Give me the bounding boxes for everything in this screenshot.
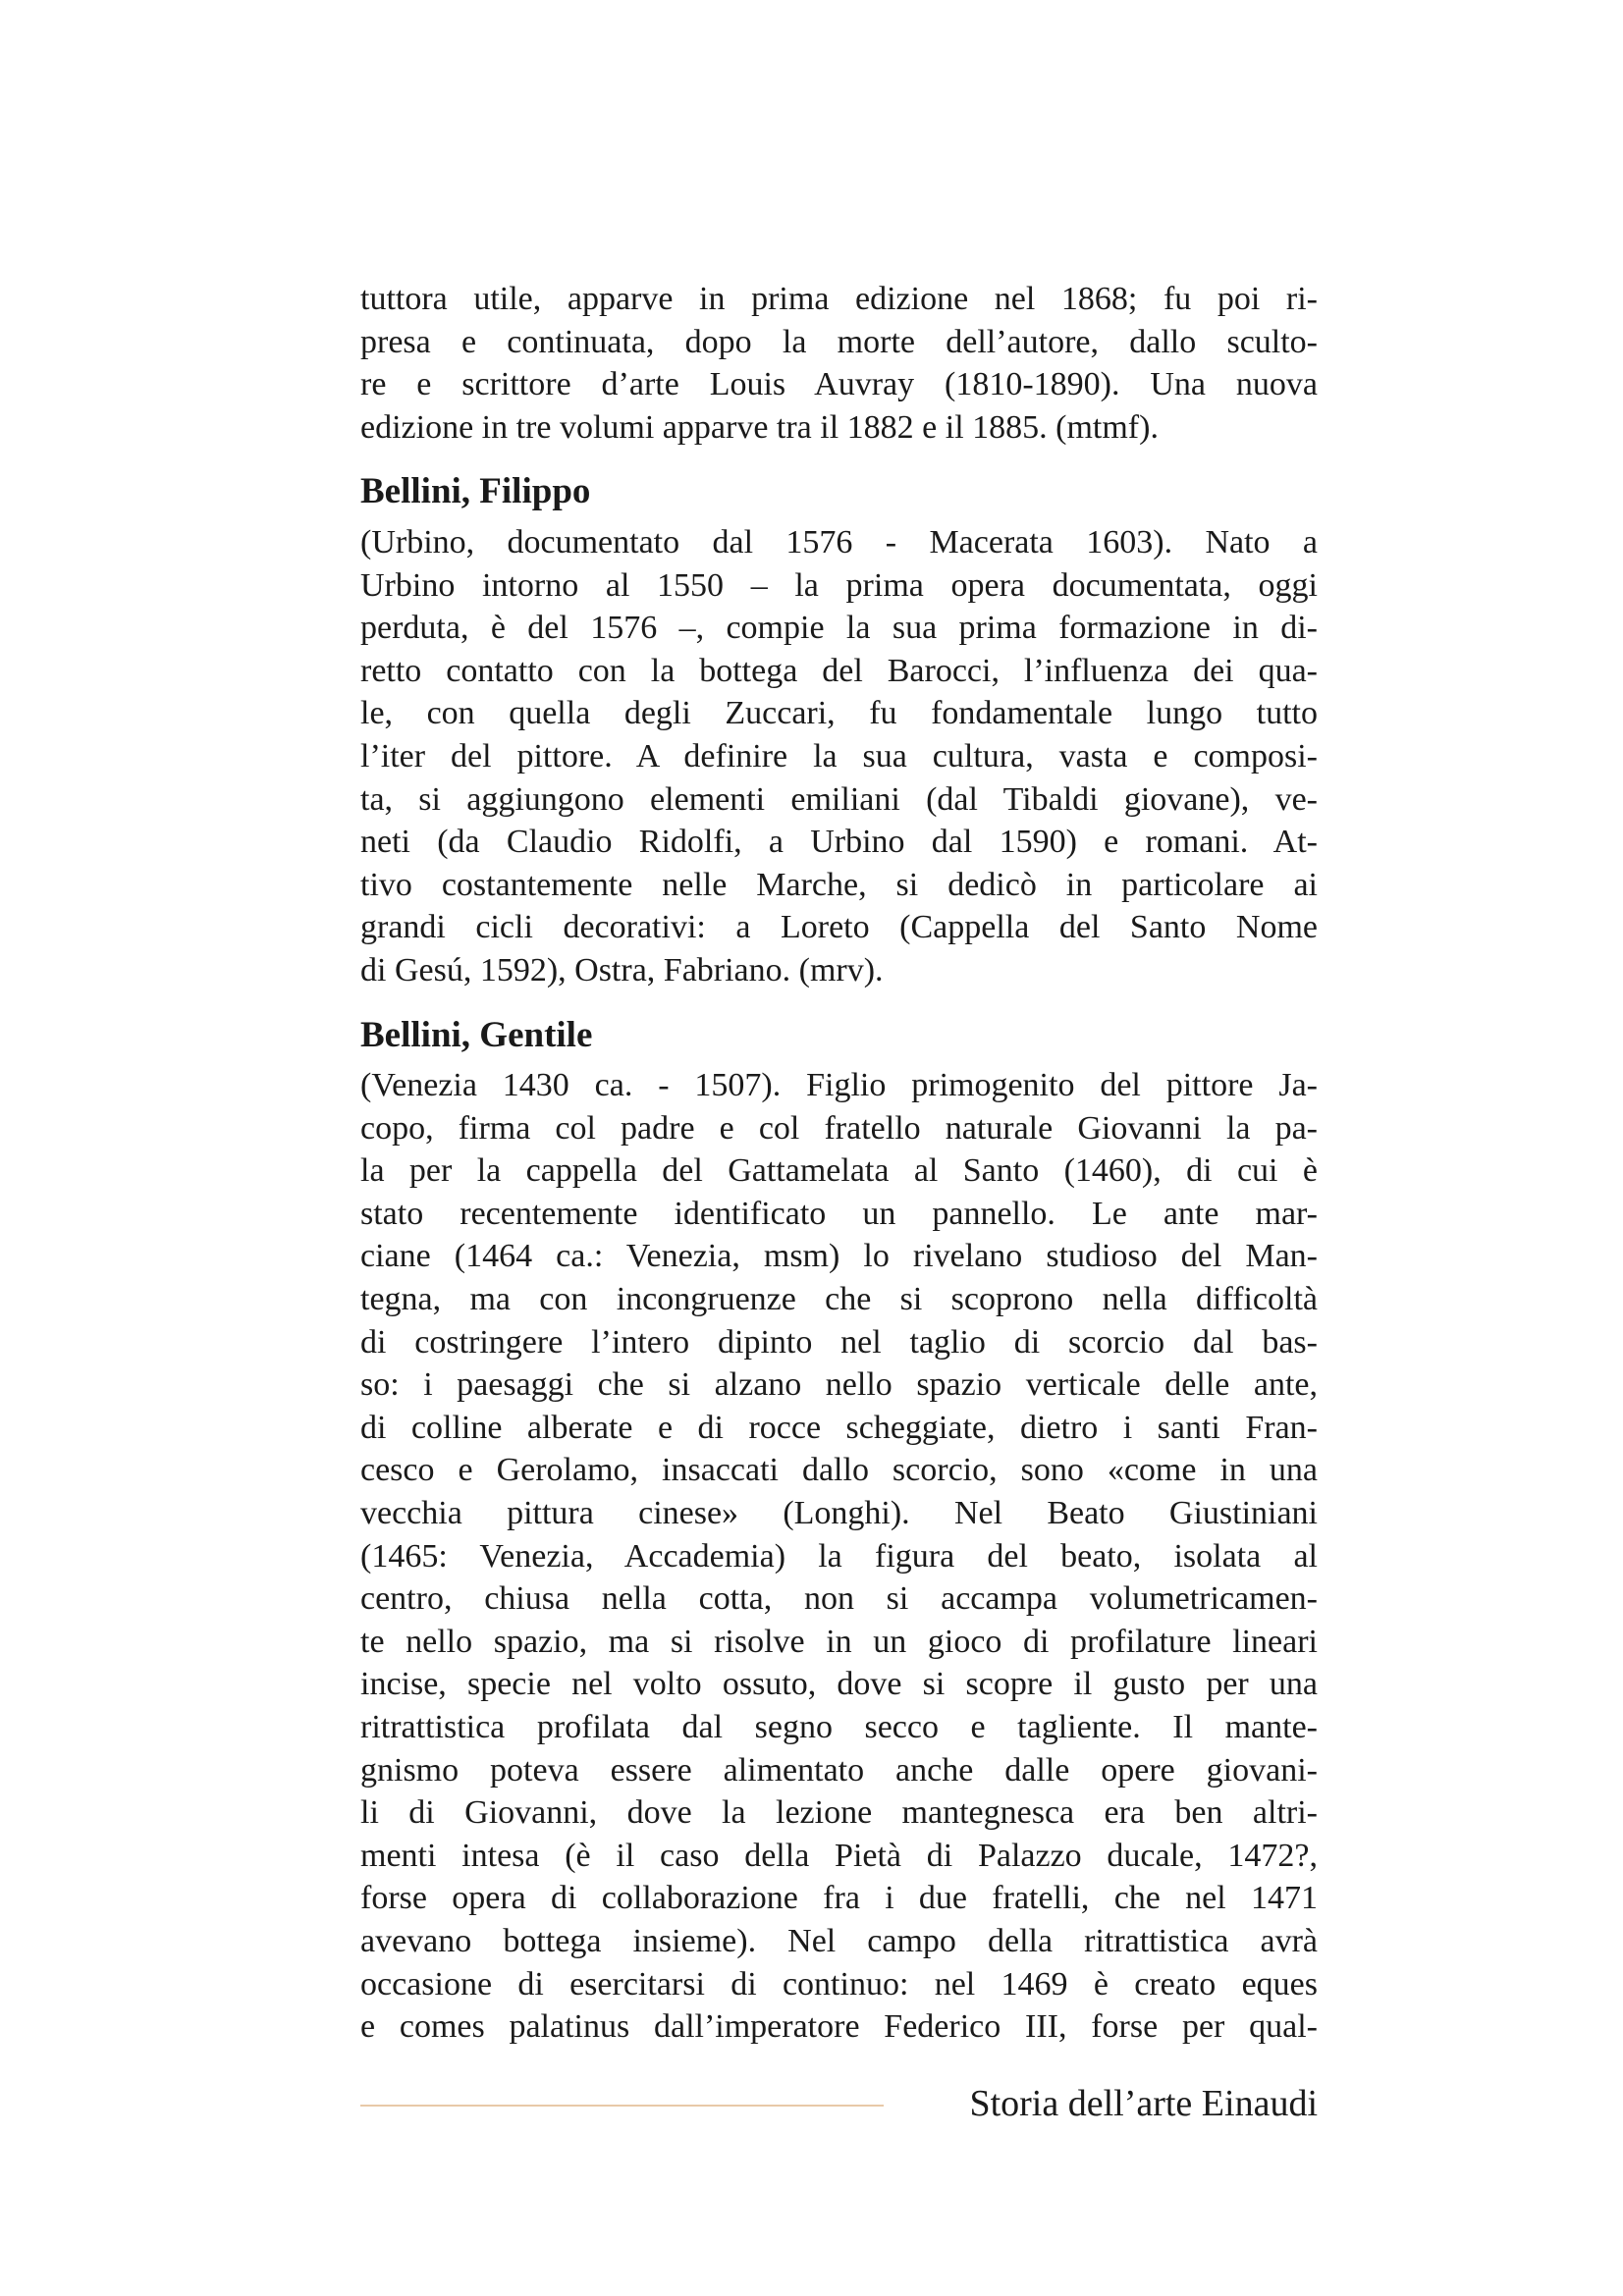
text-line: neti (da Claudio Ridolfi, a Urbino dal 1590) e romani. At- xyxy=(360,824,1318,861)
text-line: gnismo poteva essere alimentato anche dalle opere giovani- xyxy=(360,1751,1318,1789)
text-line: tivo costantemente nelle Marche, si dedicò in particolare ai xyxy=(360,866,1318,903)
text-line: copo, firma col padre e col fratello naturale Giovanni la pa- xyxy=(360,1109,1318,1147)
text-line: le, con quella degli Zuccari, fu fondamentale lungo tutto xyxy=(360,695,1318,732)
text-line: perduta, è del 1576 –, compie la sua prima formazione in di- xyxy=(360,610,1318,647)
footer-divider xyxy=(360,2105,884,2107)
entry-heading: Bellini, Filippo xyxy=(360,471,591,512)
text-line: Urbino intorno al 1550 – la prima opera documentata, oggi xyxy=(360,566,1318,604)
text-line: ritrattistica profilata dal segno secco e tagliente. Il mante- xyxy=(360,1709,1318,1745)
text-line: l’iter del pittore. A definire la sua cultura, vasta e composi- xyxy=(360,737,1318,774)
text-line: cesco e Gerolamo, insaccati dallo scorcio, sono «come in una xyxy=(360,1452,1318,1489)
text-line: la per la cappella del Gattamelata al Santo (1460), di cui è xyxy=(360,1152,1318,1190)
text-line: ta, si aggiungono elementi emiliani (dal Tibaldi giovane), ve- xyxy=(360,780,1318,818)
text-line: di colline alberate e di rocce scheggiate, dietro i santi Fran- xyxy=(360,1409,1318,1446)
text-line: di costringere l’intero dipinto nel taglio di scorcio dal bas- xyxy=(360,1323,1318,1361)
paragraph xyxy=(360,278,1318,449)
text-line: occasione di esercitarsi di continuo: nel 1469 è creato eques xyxy=(360,1965,1318,2002)
text-line: re e scrittore d’arte Louis Auvray (1810-1890). Una nuova xyxy=(360,366,1318,403)
text-line: (Urbino, documentato dal 1576 - Macerata 1603). Nato a xyxy=(360,523,1318,561)
text-line: presa e continuata, dopo la morte dell’autore, dallo sculto- xyxy=(360,323,1318,360)
paragraph xyxy=(360,521,1318,992)
paragraph xyxy=(360,1064,1318,2049)
footer-title: Storia dell’arte Einaudi xyxy=(969,2083,1318,2124)
text-line: (1465: Venezia, Accademia) la figura del beato, isolata al xyxy=(360,1537,1318,1575)
text-line: so: i paesaggi che si alzano nello spazio verticale delle ante, xyxy=(360,1366,1318,1404)
text-line: tuttora utile, apparve in prima edizione nel 1868; fu poi ri- xyxy=(360,281,1318,317)
text-line: e comes palatinus dall’imperatore Federico III, forse per qual- xyxy=(360,2008,1318,2046)
text-line: li di Giovanni, dove la lezione mantegnesca era ben altri- xyxy=(360,1794,1318,1832)
page-footer xyxy=(360,2079,1318,2128)
text-line: retto contatto con la bottega del Barocci, l’influenza dei qua- xyxy=(360,652,1318,689)
intro-paragraph xyxy=(360,278,1318,449)
text-line: di Gesú, 1592), Ostra, Fabriano. (mrv). xyxy=(360,951,884,988)
text-line: forse opera di collaborazione fra i due fratelli, che nel 1471 xyxy=(360,1880,1318,1917)
text-line: avevano bottega insieme). Nel campo della ritrattistica avrà xyxy=(360,1922,1318,1959)
text-line: grandi cicli decorativi: a Loreto (Cappella del Santo Nome xyxy=(360,909,1318,946)
page-body xyxy=(360,278,1318,2049)
text-line: stato recentemente identificato un pannello. Le ante mar- xyxy=(360,1195,1318,1232)
entry-bellini-gentile xyxy=(360,1014,1318,2049)
text-line: incise, specie nel volto ossuto, dove si scopre il gusto per una xyxy=(360,1666,1318,1703)
entry-bellini-filippo xyxy=(360,470,1318,991)
entry-heading: Bellini, Gentile xyxy=(360,1014,593,1055)
text-line: edizione in tre volumi apparve tra il 1882 e il 1885. (mtmf). xyxy=(360,408,1159,446)
text-line: centro, chiusa nella cotta, non si accampa volumetricamen- xyxy=(360,1580,1318,1618)
text-line: ciane (1464 ca.: Venezia, msm) lo rivelano studioso del Man- xyxy=(360,1238,1318,1275)
text-line: menti intesa (è il caso della Pietà di Palazzo ducale, 1472?, xyxy=(360,1837,1318,1874)
text-line: te nello spazio, ma si risolve in un gioco di profilature lineari xyxy=(360,1623,1318,1660)
text-line: tegna, ma con incongruenze che si scoprono nella difficoltà xyxy=(360,1281,1318,1318)
text-line: vecchia pittura cinese» (Longhi). Nel Beato Giustiniani xyxy=(360,1495,1318,1532)
text-line: (Venezia 1430 ca. - 1507). Figlio primogenito del pittore Ja- xyxy=(360,1067,1318,1104)
